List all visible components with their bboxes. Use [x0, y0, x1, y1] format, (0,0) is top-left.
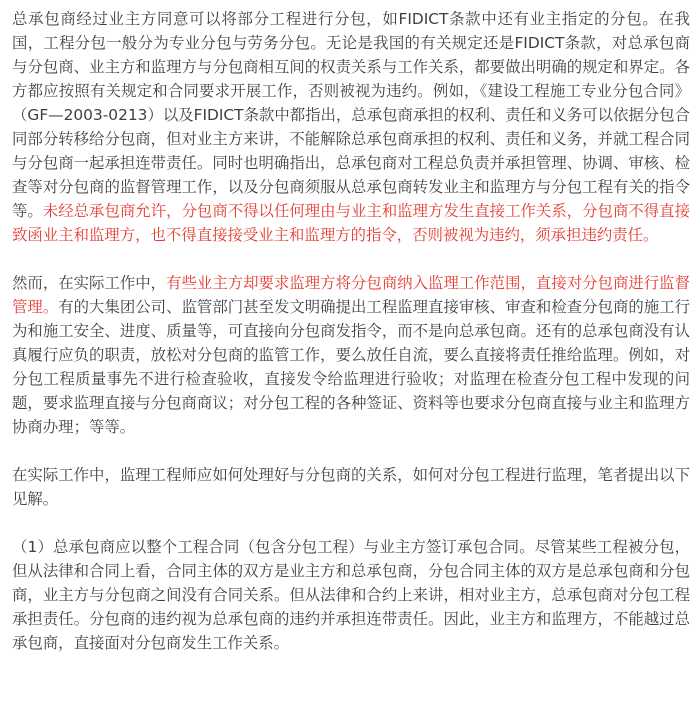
paragraph-text: 有的大集团公司、监管部门甚至发文明确提出工程监理直接审核、审查和检查分包商的施工行为和施工安全、进度、质量等，可直接向分包商发指令，而不是向总承包商。还有的总承包商没有认真履行应负的职责，放松对分包商的监管工作，要么放任自流，要么直接将责任推给监理。例如，对分包工程质量事先不进行检查验收，直接发令给监理进行验收；对监理在检查分包工程中发现的问题，要求监理直接与分包商商议；对分包工程的各种签证、资料等也要求分包商直接与业主和监理方协商办理；等等。: [12, 298, 690, 436]
paragraph-text: 总承包商经过业主方同意可以将部分工程进行分包，如FIDICT条款中还有业主指定的分包。在我国，工程分包一般分为专业分包与劳务分包。无论是我国的有关规定还是FIDICT条款，对总承包商与分包商、业主方和监理方与分包商相互间的权责关系与工作关系，都要做出明确的规定和界定。各方都应按照有关规定和合同要求开展工作，否则被视为违约。例如，《建设工程施工专业分包合同》（GF—2003-0213）以及FIDICT条款中都指出，总承包商承担的权利、责任和义务可以依据分包合同部分转移给分包商，但对业主方来讲，不能解除总承包商承担的权利、责任和义务，并就工程合同与分包商一起承担连带责任。同时也明确指出，总承包商对工程总负责并承担管理、协调、审核、检查等对分包商的监督管理工作，以及分包商须服从总承包商转发业主和监理方与分包工程有关的指令等。: [12, 10, 690, 220]
paragraph-text: 然而，在实际工作中，: [12, 274, 167, 292]
paragraph-subcontract-rules: [12, 7, 690, 247]
paragraph-gap: [12, 439, 690, 463]
paragraph-point-1: （1）总承包商应以整个工程合同（包含分包工程）与业主方签订承包合同。尽管某些工程被分包，但从法律和合同上看，合同主体的双方是业主方和总承包商，分包合同主体的双方是总承包商和分包商，业主方与分包商之间没有合同关系。但从法律和合约上来讲，相对业主方，总承包商对分包工程承担责任。分包商的违约视为总承包商的违约并承担连带责任。因此，业主方和监理方，不能越过总承包商，直接面对分包商发生工作关系。: [12, 538, 690, 652]
paragraph-intro-views: 在实际工作中，监理工程师应如何处理好与分包商的关系，如何对分包工程进行监理，笔者提出以下见解。: [12, 466, 690, 508]
article-body: [12, 7, 690, 655]
highlighted-text: 有些业主方却要求监理方将分包商纳入监理工作范围，直接对分包商进行监督管理。: [12, 274, 690, 316]
highlighted-text: 未经总承包商允许，分包商不得以任何理由与业主和监理方发生直接工作关系，分包商不得直接致函业主和监理方，也不得直接接受业主和监理方的指令，否则被视为违约，须承担违约责任。: [12, 202, 690, 244]
paragraph-practice: [12, 271, 690, 439]
paragraph-gap: [12, 247, 690, 271]
paragraph-gap: [12, 511, 690, 535]
